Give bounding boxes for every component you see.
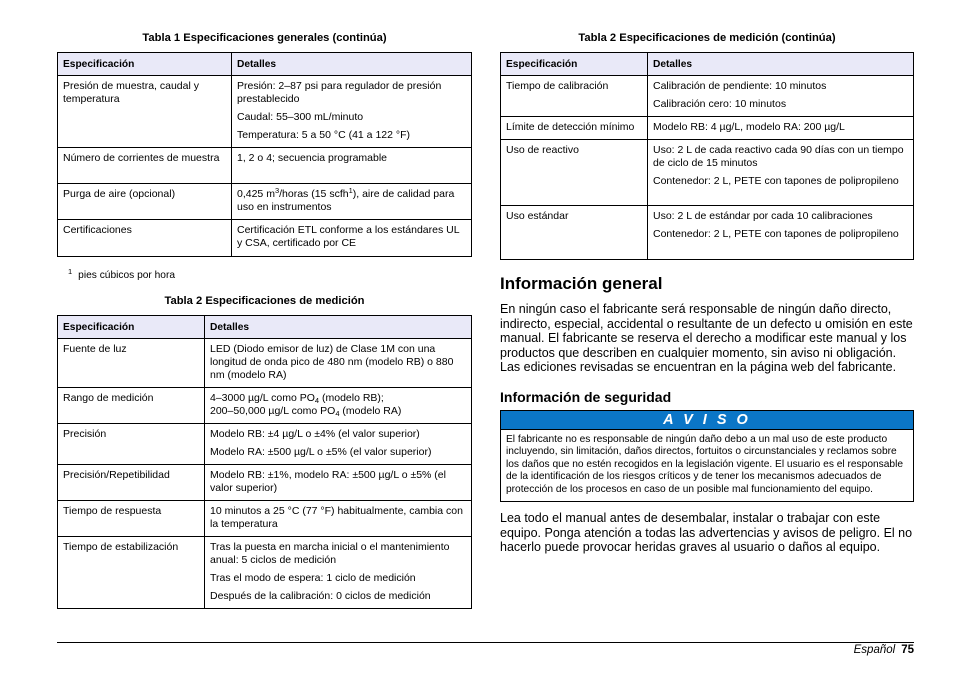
detail-line: Tras el modo de espera: 1 ciclo de medición xyxy=(210,572,416,584)
details-cell xyxy=(648,140,914,206)
spec-cell: Rango de medición xyxy=(58,388,205,424)
spec-cell: Tiempo de respuesta xyxy=(58,501,205,537)
detail-line: Temperatura: 5 a 50 °C (41 a 122 °F) xyxy=(237,129,410,141)
details-cell xyxy=(232,76,472,148)
details-cell xyxy=(232,184,472,220)
left-column xyxy=(57,30,472,609)
footer-rule xyxy=(57,642,914,643)
table-row xyxy=(58,501,472,537)
notice-title: A V I S O xyxy=(501,411,913,430)
spec-cell: Uso estándar xyxy=(501,206,648,260)
spec-cell: Límite de detección mínimo xyxy=(501,117,648,140)
page-footer xyxy=(854,643,914,657)
detail-line: Caudal: 55–300 mL/minuto xyxy=(237,111,364,123)
details-cell xyxy=(648,76,914,117)
column-header: Especificación xyxy=(58,316,205,339)
table-row xyxy=(58,465,472,501)
spec-cell: Tiempo de calibración xyxy=(501,76,648,117)
detail-line: Después de la calibración: 0 ciclos de medición xyxy=(210,590,431,602)
details-cell xyxy=(205,424,472,465)
column-header: Detalles xyxy=(232,53,472,76)
table-header-row xyxy=(501,53,914,76)
notice-text: El fabricante no es responsable de ningún daño debo a un mal uso de este producto incluyendo, sin limitación, daños directos, fortuitos o circunstanciales y reclamos sobre los daños que no estén recogidos en la legislación vigente. El usuario es el responsable de la identificación de los riesgos críticos y de tener los mecanismos adecuados de protección de los procesos en caso de un posible mal funcionamiento del equipo. xyxy=(506,433,904,495)
details-cell xyxy=(648,206,914,260)
spec-cell: Precisión xyxy=(58,424,205,465)
column-header: Especificación xyxy=(501,53,648,76)
page-number: 75 xyxy=(901,644,914,656)
details-cell xyxy=(205,537,472,609)
subscript: 4 xyxy=(335,409,340,418)
detail-line: Uso: 2 L de cada reactivo cada 90 días con un tiempo de ciclo de 15 minutos xyxy=(653,144,904,169)
table1-caption: Tabla 1 Especificaciones generales (continúa) xyxy=(142,32,387,44)
section-title-safety: Información de seguridad xyxy=(500,388,672,405)
detail-line: Certificación ETL conforme a los estándares UL y CSA, certificado por CE xyxy=(237,224,460,249)
table-row xyxy=(58,184,472,220)
detail-text: ), aire de calidad para uso en instrumentos xyxy=(237,188,455,213)
detail-line: Calibración de pendiente: 10 minutos xyxy=(653,80,827,92)
footer-language: Español xyxy=(853,644,896,656)
table-row xyxy=(58,76,472,148)
detail-line: LED (Diodo emisor de luz) de Clase 1M con una longitud de onda pico de 480 nm (modelo RB) o 880 nm (modelo RA) xyxy=(210,343,454,381)
table-row xyxy=(501,140,914,206)
table2-caption: Tabla 2 Especificaciones de medición xyxy=(164,295,365,307)
detail-line: Modelo RB: ±4 µg/L o ±4% (el valor superior) xyxy=(210,428,420,440)
footnote xyxy=(57,265,472,279)
detail-text: /horas (15 scfh xyxy=(279,188,349,200)
details-cell xyxy=(232,220,472,257)
safety-paragraph: Lea todo el manual antes de desembalar, instalar o trabajar con este equipo. Ponga atención a todas las advertencias y avisos de peligro. El no hacerlo puede provocar heridas graves al usuario o daños al equipo. xyxy=(500,511,913,555)
details-cell xyxy=(232,148,472,184)
details-cell xyxy=(205,501,472,537)
detail-line: 10 minutos a 25 °C (77 °F) habitualmente, cambia con la temperatura xyxy=(210,505,463,530)
spec-cell: Purga de aire (opcional) xyxy=(58,184,232,220)
column-header: Especificación xyxy=(58,53,232,76)
detail-line: Contenedor: 2 L, PETE con tapones de polipropileno xyxy=(653,175,899,187)
table-row xyxy=(58,537,472,609)
detail-text: 0,425 m xyxy=(237,188,275,200)
details-cell xyxy=(205,388,472,424)
table-row xyxy=(58,148,472,184)
table1 xyxy=(57,52,472,257)
spec-cell: Fuente de luz xyxy=(58,339,205,388)
spec-cell: Precisión/Repetibilidad xyxy=(58,465,205,501)
footnote-text: pies cúbicos por hora xyxy=(78,270,176,281)
detail-line: Tras la puesta en marcha inicial o el mantenimiento anual: 5 ciclos de medición xyxy=(210,541,450,566)
notice-box xyxy=(500,410,914,502)
table-row xyxy=(58,388,472,424)
detail-line: 4–3000 µg/L como $PO_4$ (modelo RB); xyxy=(210,392,384,405)
detail-line: 200–50,000 µg/L como $PO_4$ (modelo RA) xyxy=(210,405,402,418)
details-cell xyxy=(205,339,472,388)
table-row xyxy=(501,117,914,140)
detail-line: Calibración cero: 10 minutos xyxy=(653,98,787,110)
footnote-ref: 1 xyxy=(348,186,353,195)
table-header-row xyxy=(58,316,472,339)
details-cell: Modelo RB: 4 µg/L, modelo RA: 200 µg/L xyxy=(648,117,914,140)
table2-cont-caption: Tabla 2 Especificaciones de medición (continúa) xyxy=(578,32,836,44)
spec-cell: Tiempo de estabilización xyxy=(58,537,205,609)
superscript: 3 xyxy=(274,186,280,195)
table2 xyxy=(57,315,472,609)
spec-cell: Número de corrientes de muestra xyxy=(58,148,232,184)
detail-line: Presión: 2–87 psi para regulador de presión prestablecido xyxy=(237,80,442,105)
table-header-row xyxy=(58,53,472,76)
spec-cell: Certificaciones xyxy=(58,220,232,257)
spec-cell: Uso de reactivo xyxy=(501,140,648,206)
table2-continued xyxy=(500,52,914,260)
spec-cell: Presión de muestra, caudal y temperatura xyxy=(58,76,232,148)
column-header: Detalles xyxy=(205,316,472,339)
details-cell xyxy=(205,465,472,501)
table-row xyxy=(58,424,472,465)
detail-line: Modelo RA: ±500 µg/L o ±5% (el valor superior) xyxy=(210,446,432,458)
table-row xyxy=(501,206,914,260)
detail-line: Contenedor: 2 L, PETE con tapones de polipropileno xyxy=(653,228,899,240)
detail-line: 1, 2 o 4; secuencia programable xyxy=(237,152,388,164)
footnote-mark: 1 xyxy=(68,267,73,276)
detail-line: Modelo RB: ±1%, modelo RA: ±500 µg/L o ±5% (el valor superior) xyxy=(210,469,446,494)
detail-line: Uso: 2 L de estándar por cada 10 calibraciones xyxy=(653,210,873,222)
general-paragraph: En ningún caso el fabricante será responsable de ningún daño directo, indirecto, especial, accidental o resultante de un defecto u omisión en este manual. El fabricante se reserva el derecho a modificar este manual y los productos que describen en cualquier momento, sin aviso ni obligación. Las ediciones revisadas se encuentran en la página web del fabricante. xyxy=(500,302,913,375)
right-column xyxy=(500,30,914,555)
section-title-general: Información general xyxy=(500,274,663,293)
subscript: 4 xyxy=(314,396,320,405)
table-row xyxy=(501,76,914,117)
table-row xyxy=(58,220,472,257)
table-row xyxy=(58,339,472,388)
column-header: Detalles xyxy=(648,53,914,76)
